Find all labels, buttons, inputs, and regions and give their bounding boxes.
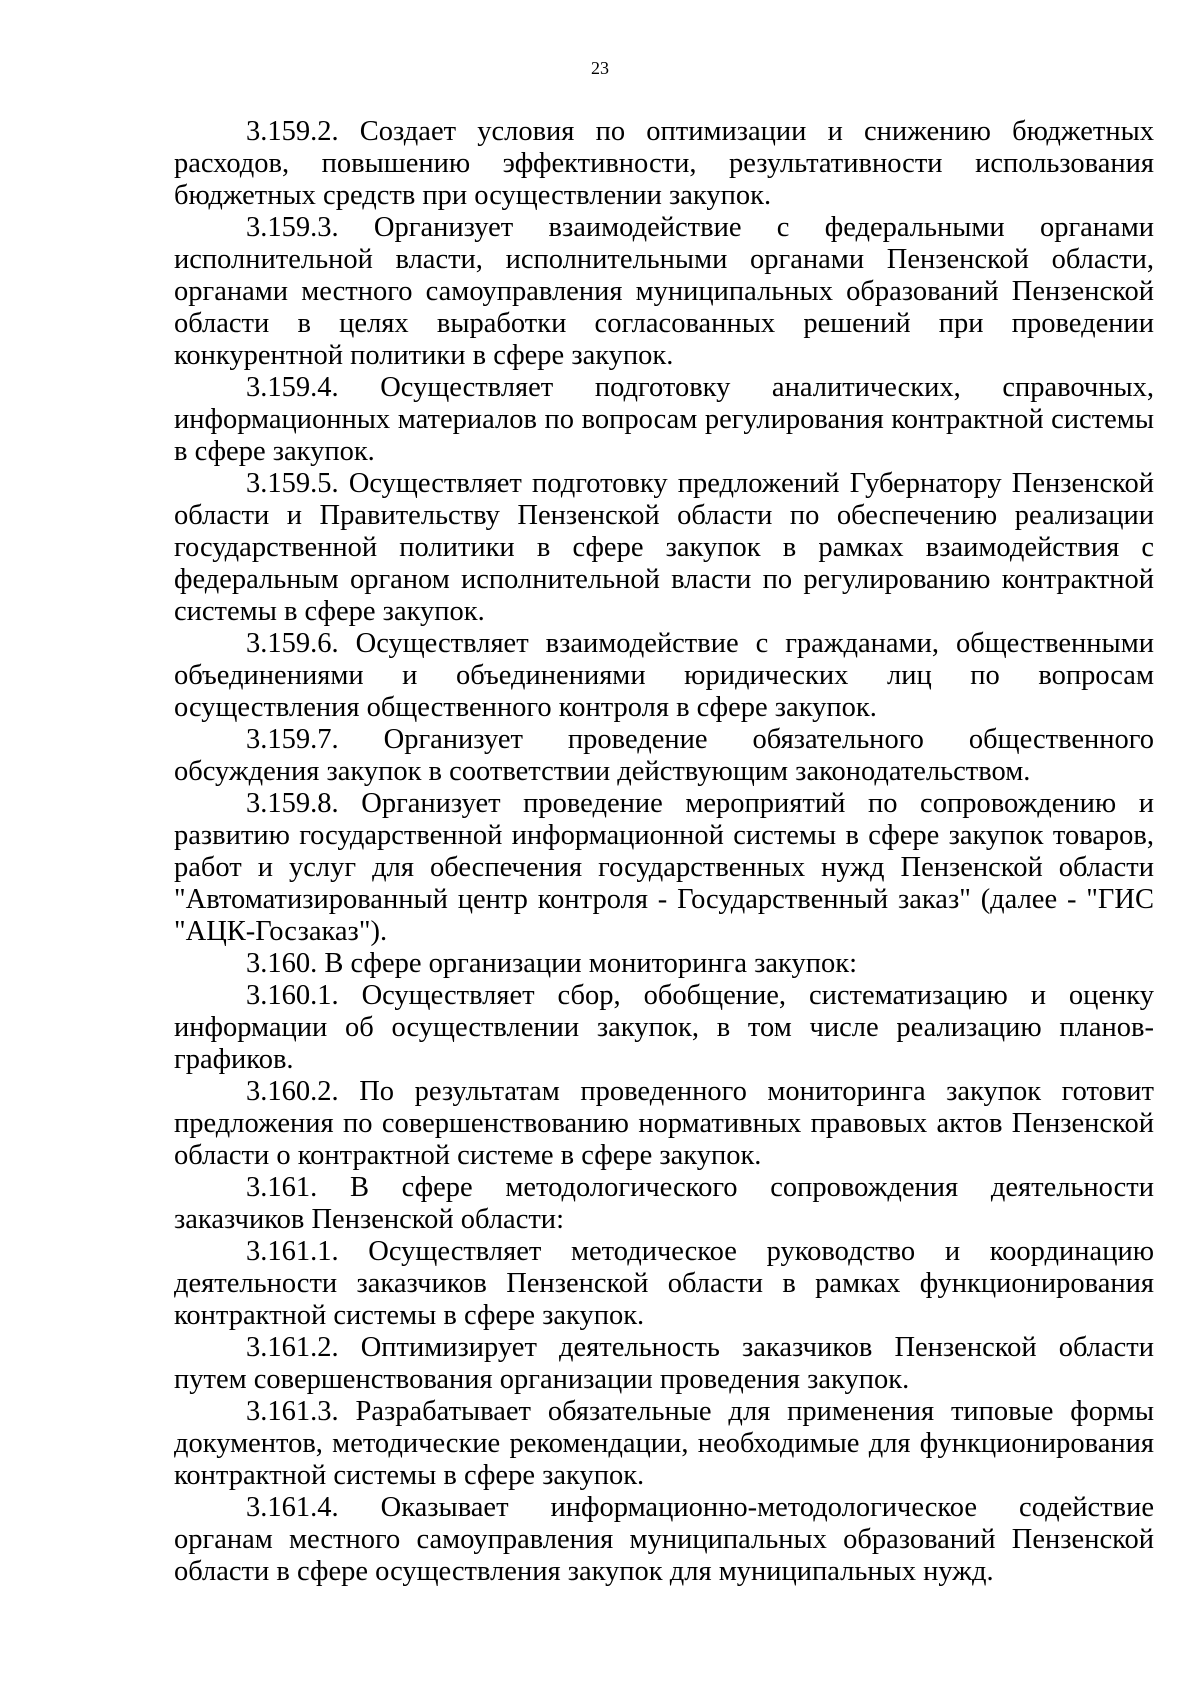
document-body <box>174 116 1154 1588</box>
clause-text: Осуществляет методическое руководство и координацию деятельности заказчиков Пензенской области в рамках функционирования контрактной системы в сфере закупок. <box>174 1236 1154 1331</box>
paragraph-3-159-7 <box>174 724 1154 788</box>
clause-text: По результатам проведенного мониторинга закупок готовит предложения по совершенствованию нормативных правовых актов Пензенской области о контрактной системе в сфере закупок. <box>174 1076 1155 1171</box>
clause-number: 3.159.6. <box>246 628 339 659</box>
clause-text: Оказывает информационно-методологическое содействие органам местного самоуправления муниципальных образований Пензенской области в сфере осуществления закупок для муниципальных нужд. <box>174 1492 1154 1587</box>
clause-text: Организует проведение обязательного общественного обсуждения закупок в соответствии действующим законодательством. <box>174 724 1154 787</box>
clause-number: 3.159.8. <box>246 788 339 819</box>
clause-number: 3.159.2. <box>246 116 339 147</box>
clause-text: В сфере организации мониторинга закупок: <box>324 948 857 979</box>
clause-text: Организует взаимодействие с федеральными органами исполнительной власти, исполнительными органами Пензенской области, органами местного самоуправления муниципальных образований Пензенской области в целях выработки согласованных решений при проведении конкурентной политики в сфере закупок. <box>174 212 1154 371</box>
paragraph-3-161-4 <box>174 1492 1154 1588</box>
clause-text: Организует проведение мероприятий по сопровождению и развитию государственной информационной системы в сфере закупок товаров, работ и услуг для обеспечения государственных нужд Пензенской области "Автоматизированный центр контроля - Государственный заказ" (далее - "ГИС "АЦК-Госзаказ"). <box>174 788 1154 947</box>
clause-number: 3.161.4. <box>246 1492 339 1523</box>
clause-number: 3.160.2. <box>246 1076 339 1107</box>
clause-text: Осуществляет взаимодействие с гражданами, общественными объединениями и объединениями юридических лиц по вопросам осуществления общественного контроля в сфере закупок. <box>174 628 1154 723</box>
clause-number: 3.159.5. <box>246 468 339 499</box>
clause-number: 3.161. <box>246 1172 318 1203</box>
clause-number: 3.159.3. <box>246 212 339 243</box>
paragraph-3-161-1 <box>174 1236 1154 1332</box>
clause-number: 3.159.4. <box>246 372 339 403</box>
page-number: 23 <box>591 58 609 78</box>
clause-number: 3.161.2. <box>246 1332 339 1363</box>
clause-text: Осуществляет сбор, обобщение, систематизацию и оценку информации об осуществлении закупок, в том числе реализацию планов-графиков. <box>174 980 1155 1075</box>
clause-text: Оптимизирует деятельность заказчиков Пензенской области путем совершенствования организации проведения закупок. <box>174 1332 1154 1395</box>
paragraph-3-160-1 <box>174 980 1154 1076</box>
clause-text: Создает условия по оптимизации и снижению бюджетных расходов, повышению эффективности, результативности использования бюджетных средств при осуществлении закупок. <box>174 116 1154 211</box>
clause-text: В сфере методологического сопровождения деятельности заказчиков Пензенской области: <box>174 1172 1155 1235</box>
paragraph-3-160 <box>174 948 1154 980</box>
paragraph-3-159-4 <box>174 372 1154 468</box>
paragraph-3-161 <box>174 1172 1154 1236</box>
paragraph-3-159-6 <box>174 628 1154 724</box>
clause-text: Разрабатывает обязательные для применения типовые формы документов, методические рекомендации, необходимые для функционирования контрактной системы в сфере закупок. <box>174 1396 1155 1491</box>
clause-number: 3.161.3. <box>246 1396 339 1427</box>
clause-number: 3.159.7. <box>246 724 339 755</box>
clause-number: 3.160.1. <box>246 980 339 1011</box>
paragraph-3-161-3 <box>174 1396 1154 1492</box>
paragraph-3-159-2 <box>174 116 1154 212</box>
paragraph-3-161-2 <box>174 1332 1154 1396</box>
paragraph-3-159-5 <box>174 468 1154 628</box>
paragraph-3-159-3 <box>174 212 1154 372</box>
paragraph-3-160-2 <box>174 1076 1154 1172</box>
paragraph-3-159-8 <box>174 788 1154 948</box>
clause-text: Осуществляет подготовку аналитических, справочных, информационных материалов по вопросам регулирования контрактной системы в сфере закупок. <box>174 372 1155 467</box>
clause-text: Осуществляет подготовку предложений Губернатору Пензенской области и Правительству Пензенской области по обеспечению реализации государственной политики в сфере закупок в рамках взаимодействия с федеральным органом исполнительной власти по регулированию контрактной системы в сфере закупок. <box>174 468 1154 627</box>
clause-number: 3.161.1. <box>246 1236 339 1267</box>
clause-number: 3.160. <box>246 948 318 979</box>
